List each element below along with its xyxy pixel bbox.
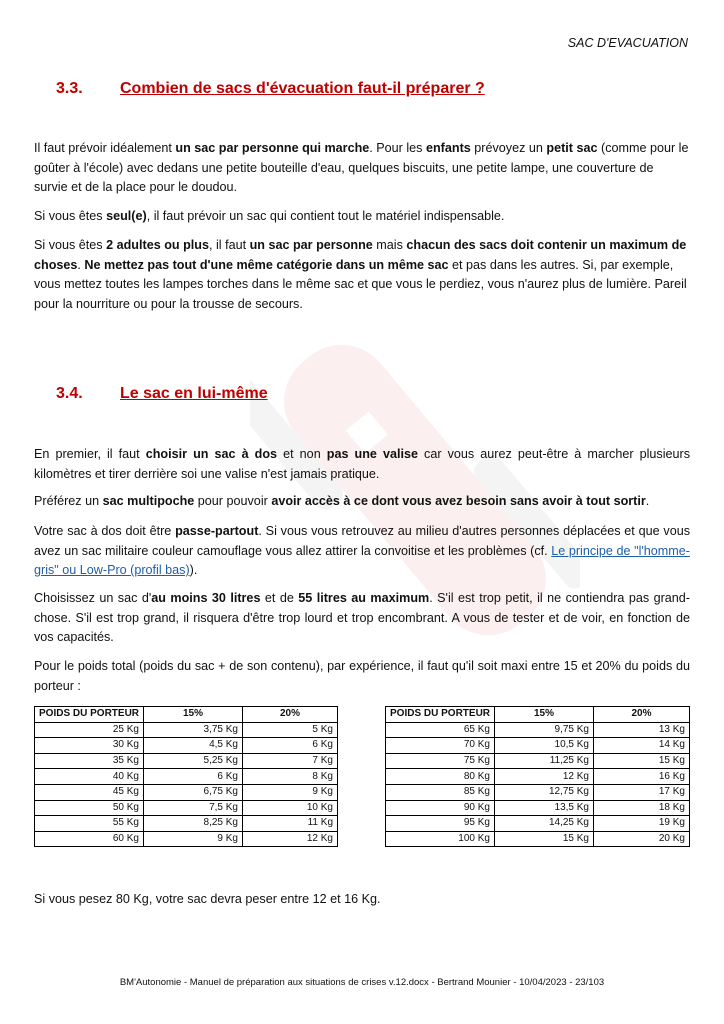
section-number: 3.3. [56, 80, 83, 97]
section-title: Le sac en lui-même [120, 385, 268, 402]
cell-15: 9,75 Kg [495, 722, 594, 738]
cell-poids: 60 Kg [35, 831, 144, 847]
header-15: 15% [495, 707, 594, 723]
table-row [386, 722, 690, 738]
cell-15: 6 Kg [144, 769, 243, 785]
cell-poids: 25 Kg [35, 722, 144, 738]
table-row [386, 738, 690, 754]
cell-20: 15 Kg [594, 753, 690, 769]
cell-20: 13 Kg [594, 722, 690, 738]
text-run: mais [372, 238, 407, 252]
cell-15: 14,25 Kg [495, 816, 594, 832]
table-row [386, 769, 690, 785]
text-run: et pas dans les autres. Si, par exemple, vous mettez toutes les lampes torches dans le même sac et que vous le perdiez, vous n'aurez plus de lumière. Pareil pour la nourriture ou pour la trousse de secours. [34, 257, 687, 311]
table-row [386, 816, 690, 832]
bold-text: au moins 30 litres [151, 591, 261, 605]
cell-15: 9 Kg [144, 831, 243, 847]
bold-text: 2 adultes ou plus [106, 238, 209, 252]
table-row [386, 831, 690, 847]
text-run: (comme pour le goûter à l'école) avec dedans une petite bouteille d'eau, quelques biscuits, une petite lampe, une couverture de survie et de la place pour le doudou. [34, 141, 689, 194]
cell-20: 14 Kg [594, 738, 690, 754]
bold-text: enfants [425, 141, 471, 155]
cell-20: 16 Kg [594, 769, 690, 785]
table-row [386, 800, 690, 816]
weight-table-right [385, 706, 690, 847]
cell-15: 13,5 Kg [495, 800, 594, 816]
cell-poids: 75 Kg [386, 753, 495, 769]
text-run: pour pouvoir [194, 494, 272, 508]
text-run: . [77, 257, 85, 272]
paragraph-exemple: Si vous pesez 80 Kg, votre sac devra peser entre 12 et 16 Kg. [34, 892, 381, 906]
weight-table-left [34, 706, 338, 847]
cell-20: 17 Kg [594, 784, 690, 800]
bold-text: sac multipoche [102, 494, 195, 508]
text-run: Votre sac à dos doit être [34, 524, 176, 538]
cell-poids: 85 Kg [386, 784, 495, 800]
text-run: et de [260, 591, 299, 605]
cell-20: 10 Kg [243, 800, 338, 816]
cell-20: 11 Kg [243, 816, 338, 832]
cell-15: 12,75 Kg [495, 784, 594, 800]
cell-poids: 35 Kg [35, 753, 144, 769]
table-row [35, 800, 338, 816]
cell-20: 9 Kg [243, 784, 338, 800]
paragraph-litres [34, 589, 690, 648]
cell-poids: 65 Kg [386, 722, 495, 738]
cell-15: 11,25 Kg [495, 753, 594, 769]
page-footer: BM'Autonomie - Manuel de préparation aux situations de crises v.12.docx - Bertrand Mounier - 10/04/2023 - 23/103 [119, 977, 605, 988]
table-row [35, 769, 338, 785]
text-run: prévoyez un [470, 141, 547, 155]
table-row [35, 831, 338, 847]
cell-15: 3,75 Kg [144, 722, 243, 738]
header-20: 20% [594, 707, 690, 723]
page-header: SAC D'EVACUATION [567, 36, 688, 50]
cell-poids: 30 Kg [35, 738, 144, 754]
bold-text: un sac par personne qui marche [175, 141, 370, 155]
header-poids: POIDS DU PORTEUR [35, 707, 144, 723]
cell-15: 10,5 Kg [495, 738, 594, 754]
text-run: Si vous êtes [34, 238, 107, 252]
text-run: Pour le poids total (poids du sac + de son contenu), par expérience, il faut qu'il soit maxi entre 15 et 20% du poids du porteur : [34, 659, 690, 693]
cell-poids: 95 Kg [386, 816, 495, 832]
cell-poids: 50 Kg [35, 800, 144, 816]
cell-poids: 40 Kg [35, 769, 144, 785]
paragraph-seul [34, 207, 690, 227]
cell-15: 5,25 Kg [144, 753, 243, 769]
cell-15: 6,75 Kg [144, 784, 243, 800]
text-run: , il faut [208, 238, 250, 252]
section-heading-3-3 [56, 80, 485, 98]
bold-text: avoir accès à ce dont vous avez besoin sans avoir à tout sortir [271, 494, 646, 508]
cell-20: 8 Kg [243, 769, 338, 785]
cell-poids: 55 Kg [35, 816, 144, 832]
bold-text: 55 litres au maximum [298, 591, 430, 605]
header-15: 15% [144, 707, 243, 723]
table-row [35, 816, 338, 832]
bold-text: choisir un sac à dos [145, 447, 278, 461]
cell-20: 12 Kg [243, 831, 338, 847]
bold-text: passe-partout [175, 524, 259, 538]
header-20: 20% [243, 707, 338, 723]
bold-text: petit sac [546, 141, 598, 155]
cell-15: 12 Kg [495, 769, 594, 785]
cell-poids: 45 Kg [35, 784, 144, 800]
text-run: . Si vous vous retrouvez au milieu d'autres personnes déplacées et que vous avez un sac militaire couleur camouflage vous allez attirer la convoitise et les problèmes (cf. [34, 524, 691, 558]
cell-20: 7 Kg [243, 753, 338, 769]
text-run: En premier, il faut [34, 447, 146, 461]
section-heading-3-4 [56, 385, 268, 403]
text-run: car vous aurez peut-être à marcher plusieurs kilomètres et tirer derrière soi une valise n'est jamais pratique. [34, 447, 691, 481]
cell-15: 8,25 Kg [144, 816, 243, 832]
cell-poids: 90 Kg [386, 800, 495, 816]
table-row [386, 784, 690, 800]
table-row [35, 784, 338, 800]
text-run: Choisissez un sac d' [34, 591, 152, 605]
cell-20: 5 Kg [243, 722, 338, 738]
cell-15: 4,5 Kg [144, 738, 243, 754]
cell-15: 15 Kg [495, 831, 594, 847]
text-run: Si vous êtes [34, 209, 107, 223]
paragraph-sacs-par-personne [34, 139, 690, 198]
bold-text: Ne mettez pas tout d'une même catégorie dans un même sac [84, 257, 449, 272]
text-run: Il faut prévoir idéalement [34, 141, 176, 155]
cell-poids: 100 Kg [386, 831, 495, 847]
paragraph-sac-a-dos [34, 445, 690, 484]
cell-20: 20 Kg [594, 831, 690, 847]
text-run: . S'il est trop petit, il ne contiendra pas grand-chose. S'il est trop grand, il risquera d'être trop lourd et trop encombrant. A vous de tester et de voir, en fonction de vos capacités. [34, 591, 691, 644]
text-run: , il faut prévoir un sac qui contient tout le matériel indispensable. [146, 209, 505, 223]
cell-15: 7,5 Kg [144, 800, 243, 816]
text-run: Préférez un [34, 494, 103, 508]
bold-text: un sac par personne [249, 238, 373, 252]
bold-text: seul(e) [106, 209, 147, 223]
table-row [386, 753, 690, 769]
text-run: ). [189, 563, 198, 577]
table-row [35, 738, 338, 754]
table-row [35, 753, 338, 769]
paragraph-passe-partout [34, 522, 690, 581]
text-run: et non [277, 447, 327, 461]
text-run: . [645, 494, 650, 508]
cell-20: 19 Kg [594, 816, 690, 832]
text-run: . Pour les [369, 141, 426, 155]
link-homme-gris[interactable]: Le principe de "l'homme-gris" ou Low-Pro (profil bas) [34, 543, 690, 577]
header-poids: POIDS DU PORTEUR [386, 707, 495, 723]
section-number: 3.4. [56, 385, 83, 402]
paragraph-poids-total [34, 657, 690, 696]
table-row [35, 722, 338, 738]
cell-poids: 70 Kg [386, 738, 495, 754]
bold-text: chacun des sacs doit contenir un maximum de choses [34, 238, 687, 272]
paragraph-multipoche [34, 492, 690, 512]
bold-text: pas une valise [326, 447, 418, 461]
cell-poids: 80 Kg [386, 769, 495, 785]
section-title: Combien de sacs d'évacuation faut-il préparer ? [120, 80, 485, 97]
cell-20: 6 Kg [243, 738, 338, 754]
cell-20: 18 Kg [594, 800, 690, 816]
paragraph-adultes [34, 236, 690, 314]
